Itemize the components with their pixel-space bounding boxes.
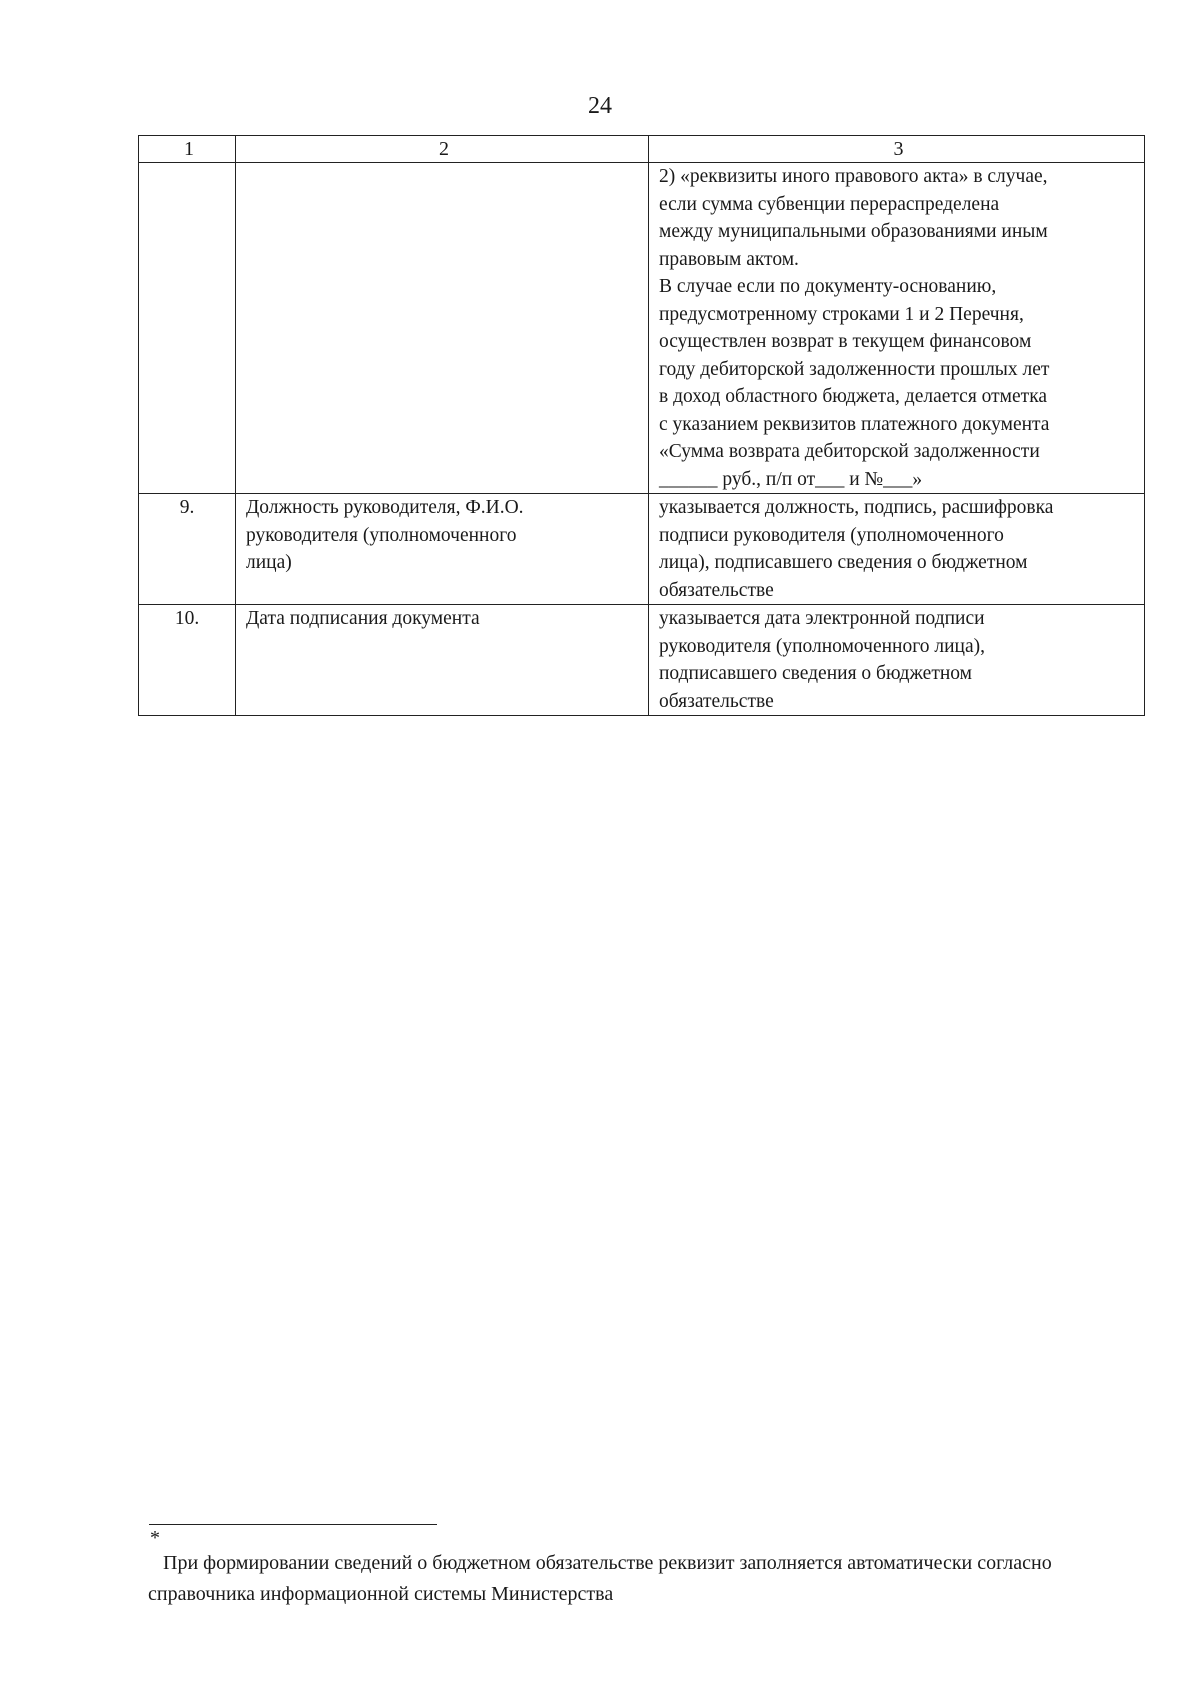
- row-number: 10.: [139, 605, 236, 716]
- footnote-mark: *: [150, 1527, 160, 1549]
- row-number: [139, 163, 236, 494]
- row-description: 2) «реквизиты иного правового акта» в случае, если сумма субвенции перераспределена между муниципальными образованиями иным правовым актом. В случае если по документу-основанию, предусмотренному строками 1 и 2 Перечня, осуществлен возврат в текущем финансовом году дебиторской задолженности прошлых лет в доход областного бюджета, делается отметка с указанием реквизитов платежного документа «Сумма возврата дебиторской задолженности ______ руб., п/п от___ и №___»: [649, 163, 1145, 494]
- table-header-row: [139, 136, 1145, 163]
- page-number: 24: [588, 93, 612, 119]
- footnote-separator: [149, 1524, 437, 1525]
- requisites-table: [138, 135, 1145, 716]
- column-header-3: 3: [649, 136, 1145, 163]
- footnote-text: При формировании сведений о бюджетном обязательстве реквизит заполняется автоматически согласно справочника информационной системы Министерства: [148, 1552, 1052, 1605]
- row-description: указывается дата электронной подписи руководителя (уполномоченного лица), подписавшего сведения о бюджетном обязательстве: [649, 605, 1145, 716]
- row-field-name: Дата подписания документа: [236, 605, 649, 716]
- row-number: 9.: [139, 494, 236, 605]
- table-row: [139, 605, 1145, 716]
- column-header-2: 2: [236, 136, 649, 163]
- column-header-1: 1: [139, 136, 236, 163]
- row-description: указывается должность, подпись, расшифровка подписи руководителя (уполномоченного лица), подписавшего сведения о бюджетном обязательстве: [649, 494, 1145, 605]
- row-field-name: [236, 163, 649, 494]
- table-row: [139, 163, 1145, 494]
- row-field-name: Должность руководителя, Ф.И.О. руководителя (уполномоченного лица): [236, 494, 649, 605]
- table-row: [139, 494, 1145, 605]
